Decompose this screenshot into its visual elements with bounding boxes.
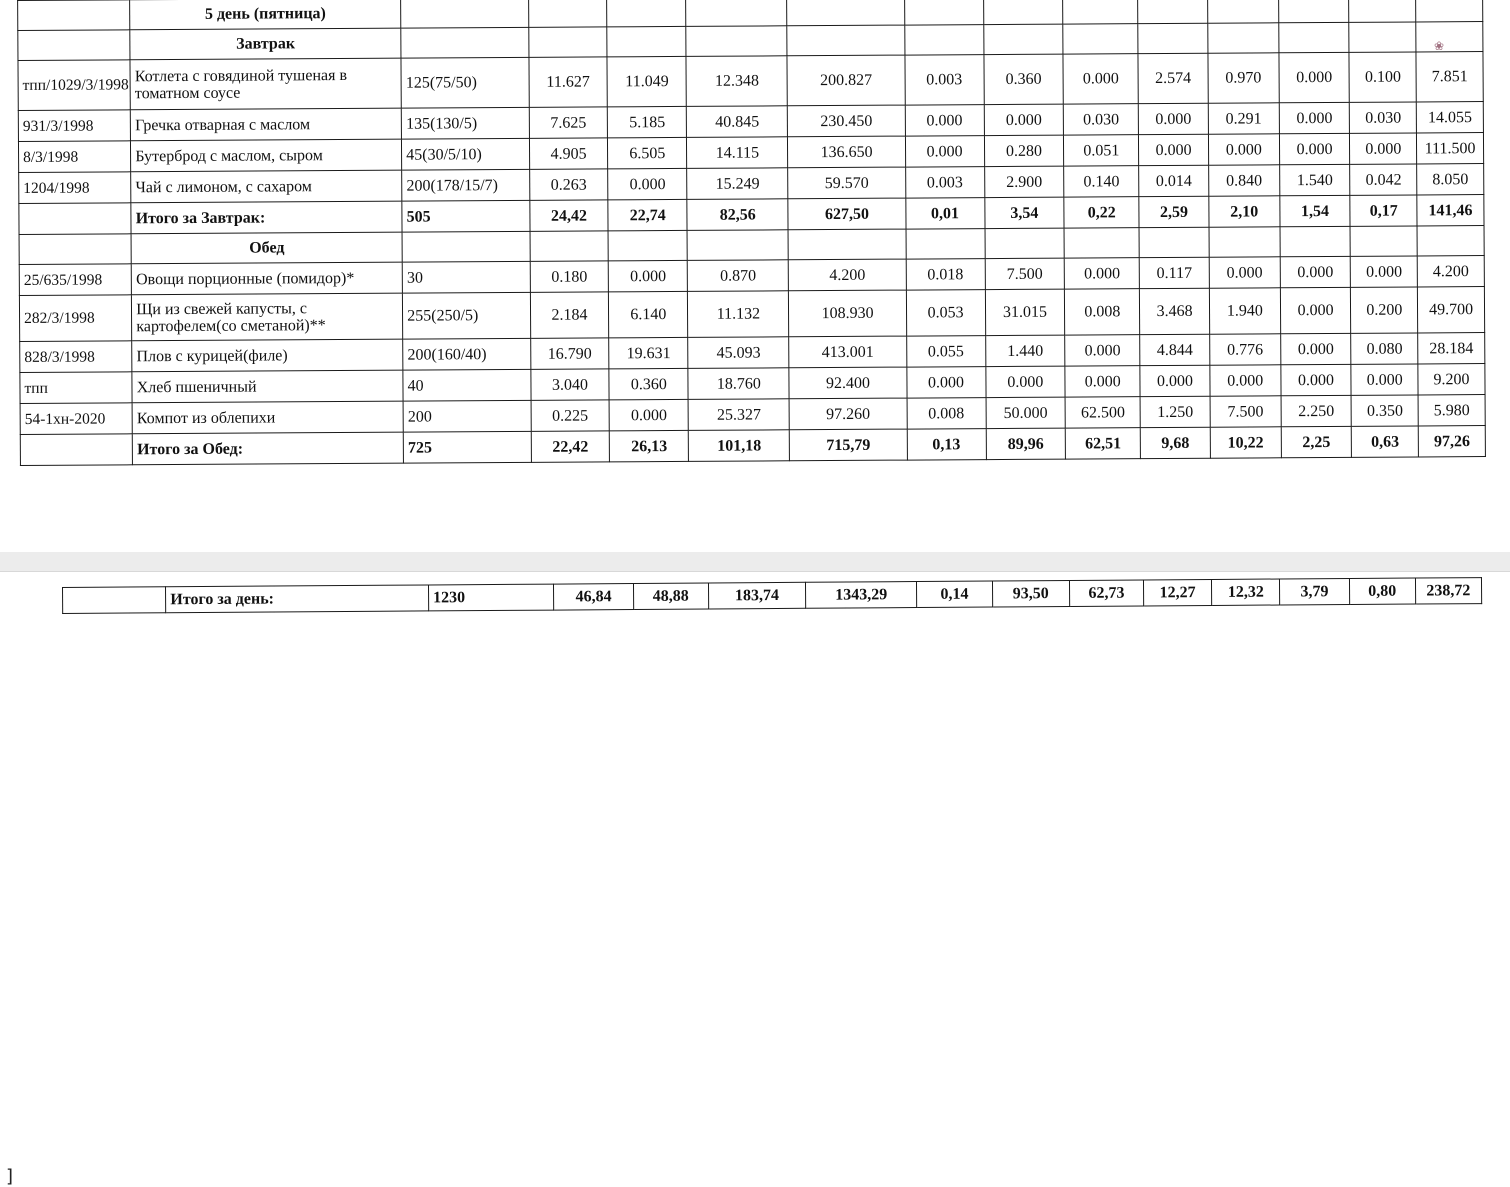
nutrient-value: 0.200 xyxy=(1351,287,1418,333)
nutrient-value: 0.000 xyxy=(1280,287,1351,333)
nutrient-value: 2.900 xyxy=(984,166,1064,197)
empty-cell xyxy=(983,0,1063,25)
total-value: 10,22 xyxy=(1210,427,1281,458)
total-value: 0,01 xyxy=(905,198,984,229)
total-label: Итого за день: xyxy=(166,585,429,613)
nutrient-value: 413.001 xyxy=(789,336,906,368)
section-title-lunch: Обед xyxy=(131,232,402,264)
nutrient-value: 0.117 xyxy=(1139,257,1209,288)
dish-name: Плов с курицей(филе) xyxy=(132,339,403,372)
total-value: 9,68 xyxy=(1140,427,1210,458)
empty-cell xyxy=(1416,22,1483,52)
empty-cell xyxy=(608,230,687,260)
nutrient-value: 0.000 xyxy=(609,260,688,291)
total-value: 26,13 xyxy=(610,430,689,461)
nutrient-value: 4.200 xyxy=(1417,256,1484,287)
dish-name: Бутерброд с маслом, сыром xyxy=(131,139,402,172)
portion-weight: 30 xyxy=(402,261,530,293)
total-value: 1343,29 xyxy=(806,582,917,609)
portion-weight: 45(30/5/10) xyxy=(402,138,530,170)
nutrient-value: 0.140 xyxy=(1064,166,1139,197)
nutrient-value: 40.845 xyxy=(687,106,788,138)
nutrient-value: 0.000 xyxy=(985,366,1065,397)
nutrient-value: 0.008 xyxy=(907,398,986,429)
nutrient-value: 0.030 xyxy=(1350,102,1417,133)
nutrient-value: 0.003 xyxy=(905,55,984,105)
empty-cell xyxy=(1280,226,1351,256)
nutrient-value: 0.000 xyxy=(905,136,984,167)
nutrient-value: 0.000 xyxy=(1351,364,1418,395)
empty-cell xyxy=(401,27,529,58)
empty-cell xyxy=(1064,228,1139,258)
total-value: 12,32 xyxy=(1212,579,1280,605)
portion-weight: 135(130/5) xyxy=(401,107,529,139)
dish-name: Компот из облепихи xyxy=(132,401,403,434)
nutrient-value: 0.053 xyxy=(906,290,985,336)
empty-cell xyxy=(528,27,607,57)
total-value: 3,54 xyxy=(984,197,1064,228)
nutrient-value: 0.000 xyxy=(1280,256,1351,287)
nutrient-value: 16.790 xyxy=(530,338,609,369)
nutrient-value: 59.570 xyxy=(788,167,905,199)
nutrient-value: 0.000 xyxy=(1351,256,1418,287)
menu-page-day-5 xyxy=(0,0,1510,552)
recipe-code: 1204/1998 xyxy=(19,172,131,204)
ink-mark: ❀ xyxy=(1434,41,1444,51)
empty-cell xyxy=(1417,226,1484,256)
nutrient-value: 8.050 xyxy=(1417,164,1484,195)
nutrient-value: 0.100 xyxy=(1349,52,1416,102)
nutrient-value: 18.760 xyxy=(688,368,789,400)
nutrient-value: 25.327 xyxy=(688,399,789,431)
total-value: 0,13 xyxy=(907,429,986,460)
empty-cell xyxy=(1278,0,1349,23)
nutrient-value: 0.360 xyxy=(983,54,1063,104)
portion-weight: 40 xyxy=(403,369,531,401)
menu-table xyxy=(17,0,1486,466)
nutrient-value: 0.042 xyxy=(1350,164,1417,195)
nutrient-value: 0.776 xyxy=(1210,334,1281,365)
nutrient-value: 0.000 xyxy=(1208,134,1279,165)
empty-cell xyxy=(686,0,787,26)
nutrient-value: 136.650 xyxy=(788,136,905,168)
nutrient-value: 92.400 xyxy=(789,367,906,399)
nutrient-value: 6.505 xyxy=(608,137,687,168)
recipe-code: 25/635/1998 xyxy=(19,264,131,296)
nutrient-value: 11.627 xyxy=(529,57,608,107)
nutrient-value: 11.049 xyxy=(607,56,686,106)
nutrient-value: 0.000 xyxy=(1209,257,1280,288)
total-value: 82,56 xyxy=(687,199,788,231)
total-value: 93,50 xyxy=(992,580,1069,607)
nutrient-value: 0.970 xyxy=(1208,53,1279,103)
empty-cell xyxy=(787,25,904,56)
empty-cell xyxy=(1416,0,1483,22)
nutrient-value: 7.500 xyxy=(1210,396,1281,427)
empty-cell xyxy=(1209,227,1280,257)
total-value: 62,51 xyxy=(1066,428,1141,459)
portion-weight: 255(250/5) xyxy=(403,292,531,339)
total-value: 2,59 xyxy=(1139,196,1209,227)
total-label: Итого за Обед: xyxy=(132,432,403,465)
empty-cell xyxy=(528,0,607,27)
empty-cell xyxy=(63,587,166,614)
total-value: 0,80 xyxy=(1349,578,1415,604)
total-value: 46,84 xyxy=(554,584,633,611)
recipe-code: 8/3/1998 xyxy=(18,141,130,173)
total-weight: 725 xyxy=(403,431,531,463)
nutrient-value: 0.225 xyxy=(531,400,610,431)
nutrient-value: 1.440 xyxy=(985,335,1065,366)
total-value: 627,50 xyxy=(788,198,905,230)
empty-cell xyxy=(1063,0,1138,24)
dish-name: Хлеб пшеничный xyxy=(132,370,403,403)
recipe-code: 828/3/1998 xyxy=(20,341,132,373)
nutrient-value: 15.249 xyxy=(687,168,788,200)
nutrient-value: 0.030 xyxy=(1064,104,1139,135)
empty-cell xyxy=(19,203,131,235)
empty-cell xyxy=(787,0,904,26)
nutrient-value: 5.980 xyxy=(1418,395,1485,426)
empty-cell xyxy=(18,0,130,30)
nutrient-value: 9.200 xyxy=(1418,364,1485,395)
nutrient-value: 1.250 xyxy=(1140,396,1210,427)
empty-cell xyxy=(1349,0,1416,22)
total-value: 0,14 xyxy=(917,581,992,608)
nutrient-value: 45.093 xyxy=(688,337,789,369)
nutrient-value: 0.000 xyxy=(1065,258,1140,289)
empty-cell xyxy=(904,25,983,55)
nutrient-value: 0.014 xyxy=(1139,165,1209,196)
empty-cell xyxy=(686,26,787,57)
nutrient-value: 7.625 xyxy=(529,107,608,138)
nutrient-value: 0.870 xyxy=(687,260,788,292)
total-value: 715,79 xyxy=(790,429,907,461)
empty-cell xyxy=(20,434,132,466)
nutrient-value: 7.500 xyxy=(985,258,1065,289)
nutrient-value: 2.184 xyxy=(530,292,609,338)
nutrient-value: 97.260 xyxy=(789,398,906,430)
total-weight: 505 xyxy=(402,200,530,232)
page-gap xyxy=(0,552,1510,572)
empty-cell xyxy=(687,230,788,261)
nutrient-value: 0.080 xyxy=(1351,333,1418,364)
nutrient-value: 1.940 xyxy=(1209,288,1280,334)
dish-name: Чай с лимоном, с сахаром xyxy=(131,170,402,203)
recipe-code: тпп/1029/3/1998 xyxy=(18,60,131,111)
total-value: 101,18 xyxy=(689,430,790,462)
nutrient-value: 0.051 xyxy=(1064,135,1139,166)
nutrient-value: 0.000 xyxy=(984,104,1064,135)
nutrient-value: 4.905 xyxy=(529,138,608,169)
nutrient-value: 0.000 xyxy=(905,105,984,136)
empty-cell xyxy=(1208,23,1279,53)
empty-cell xyxy=(1139,227,1209,257)
total-value: 97,26 xyxy=(1418,426,1485,457)
nutrient-value: 62.500 xyxy=(1065,397,1140,428)
section-title-breakfast: Завтрак xyxy=(130,28,401,60)
empty-cell xyxy=(1278,22,1349,52)
empty-cell xyxy=(1063,24,1138,54)
nutrient-value: 1.540 xyxy=(1279,164,1350,195)
nutrient-value: 3.468 xyxy=(1140,288,1210,334)
nutrient-value: 11.132 xyxy=(688,291,789,338)
nutrient-value: 0.000 xyxy=(1281,364,1352,395)
nutrient-value: 12.348 xyxy=(686,56,787,107)
empty-cell xyxy=(1138,0,1208,24)
table-row xyxy=(18,52,1483,111)
nutrient-value: 0.000 xyxy=(1280,333,1351,364)
portion-weight: 125(75/50) xyxy=(401,57,529,108)
total-value: 0,22 xyxy=(1064,197,1139,228)
total-value: 141,46 xyxy=(1417,195,1484,226)
recipe-code: 282/3/1998 xyxy=(19,295,131,342)
total-value: 62,73 xyxy=(1069,580,1143,607)
total-value: 24,42 xyxy=(529,200,608,231)
total-value: 0,17 xyxy=(1350,195,1417,226)
empty-cell xyxy=(401,0,529,28)
nutrient-value: 0.350 xyxy=(1352,395,1419,426)
dish-name: Котлета с говядиной тушеная в томатном соусе xyxy=(130,58,401,110)
nutrient-value: 0.000 xyxy=(1063,54,1138,104)
nutrient-value: 2.250 xyxy=(1281,395,1352,426)
nutrient-value: 0.000 xyxy=(907,367,986,398)
nutrient-value: 0.000 xyxy=(1065,335,1140,366)
nutrient-value: 4.844 xyxy=(1140,334,1210,365)
dish-name: Гречка отварная с маслом xyxy=(131,108,402,141)
empty-cell xyxy=(1138,23,1208,53)
nutrient-value: 0.000 xyxy=(1210,365,1281,396)
day-title: 5 день (пятница) xyxy=(130,0,401,30)
total-value: 2,25 xyxy=(1281,426,1352,457)
total-value: 12,27 xyxy=(1143,579,1211,605)
nutrient-value: 49.700 xyxy=(1418,287,1485,333)
nutrient-value: 7.851 xyxy=(1416,52,1483,102)
nutrient-value: 28.184 xyxy=(1418,333,1485,364)
nutrient-value: 0.280 xyxy=(984,135,1064,166)
dish-name: Овощи порционные (помидор)* xyxy=(131,262,402,295)
nutrient-value: 0.000 xyxy=(609,399,688,430)
dish-name: Щи из свежей капусты, с картофелем(со сметаной)** xyxy=(132,293,403,341)
nutrient-value: 0.840 xyxy=(1209,165,1280,196)
total-label: Итого за Завтрак: xyxy=(131,201,402,234)
nutrient-value: 0.000 xyxy=(1139,134,1209,165)
nutrient-value: 0.000 xyxy=(608,168,687,199)
portion-weight: 200(178/15/7) xyxy=(402,169,530,201)
recipe-code: 54-1хн-2020 xyxy=(20,403,132,435)
empty-cell xyxy=(985,228,1065,258)
nutrient-value: 108.930 xyxy=(789,290,907,337)
total-value: 22,42 xyxy=(531,431,610,462)
nutrient-value: 14.055 xyxy=(1416,102,1483,133)
empty-cell xyxy=(906,229,985,259)
nutrient-value: 0.000 xyxy=(1065,366,1140,397)
total-value: 183,74 xyxy=(708,582,805,609)
nutrient-value: 2.574 xyxy=(1138,53,1208,103)
nutrient-value: 0.291 xyxy=(1208,103,1279,134)
empty-cell xyxy=(402,231,530,262)
bracket-mark: ] xyxy=(6,1166,13,1187)
empty-cell xyxy=(904,0,983,25)
nutrient-value: 111.500 xyxy=(1417,133,1484,164)
nutrient-value: 0.000 xyxy=(1279,52,1350,102)
nutrient-value: 0.000 xyxy=(1350,133,1417,164)
recipe-code: тпп xyxy=(20,372,132,404)
nutrient-value: 31.015 xyxy=(985,289,1065,335)
empty-cell xyxy=(788,229,905,260)
nutrient-value: 0.003 xyxy=(905,167,984,198)
nutrient-value: 200.827 xyxy=(787,55,905,106)
empty-cell xyxy=(18,30,130,61)
nutrient-value: 3.040 xyxy=(530,369,609,400)
nutrient-value: 0.008 xyxy=(1065,289,1140,335)
empty-cell xyxy=(1349,22,1416,52)
total-value: 0,63 xyxy=(1352,426,1419,457)
total-value: 89,96 xyxy=(986,428,1066,459)
nutrient-value: 0.000 xyxy=(1279,133,1350,164)
nutrient-value: 0.055 xyxy=(906,336,985,367)
nutrient-value: 0.000 xyxy=(1140,365,1210,396)
empty-cell xyxy=(1350,226,1417,256)
empty-cell xyxy=(19,234,131,265)
nutrient-value: 4.200 xyxy=(789,259,906,291)
portion-weight: 200 xyxy=(403,400,531,432)
empty-cell xyxy=(1208,0,1279,23)
nutrient-value: 14.115 xyxy=(687,137,788,169)
total-value: 238,72 xyxy=(1415,578,1481,604)
nutrient-value: 0.180 xyxy=(530,261,609,292)
nutrient-value: 0.360 xyxy=(609,368,688,399)
nutrient-value: 5.185 xyxy=(608,106,687,137)
empty-cell xyxy=(983,24,1063,54)
nutrient-value: 0.000 xyxy=(1138,103,1208,134)
total-value: 2,10 xyxy=(1209,196,1280,227)
portion-weight: 200(160/40) xyxy=(403,338,531,370)
nutrient-value: 0.000 xyxy=(1279,102,1350,133)
recipe-code: 931/3/1998 xyxy=(18,110,130,142)
total-value: 1,54 xyxy=(1280,195,1351,226)
nutrient-value: 0.263 xyxy=(529,169,608,200)
total-value: 48,88 xyxy=(633,583,708,610)
total-value: 22,74 xyxy=(608,199,687,230)
nutrient-value: 0.018 xyxy=(906,259,985,290)
nutrient-value: 230.450 xyxy=(788,105,905,137)
empty-cell xyxy=(607,26,686,56)
nutrient-value: 50.000 xyxy=(986,397,1066,428)
nutrient-value: 19.631 xyxy=(609,337,688,368)
nutrient-value: 6.140 xyxy=(609,291,688,337)
total-weight: 1230 xyxy=(429,584,555,611)
empty-cell xyxy=(607,0,686,27)
empty-cell xyxy=(530,231,609,261)
total-value: 3,79 xyxy=(1280,579,1349,605)
